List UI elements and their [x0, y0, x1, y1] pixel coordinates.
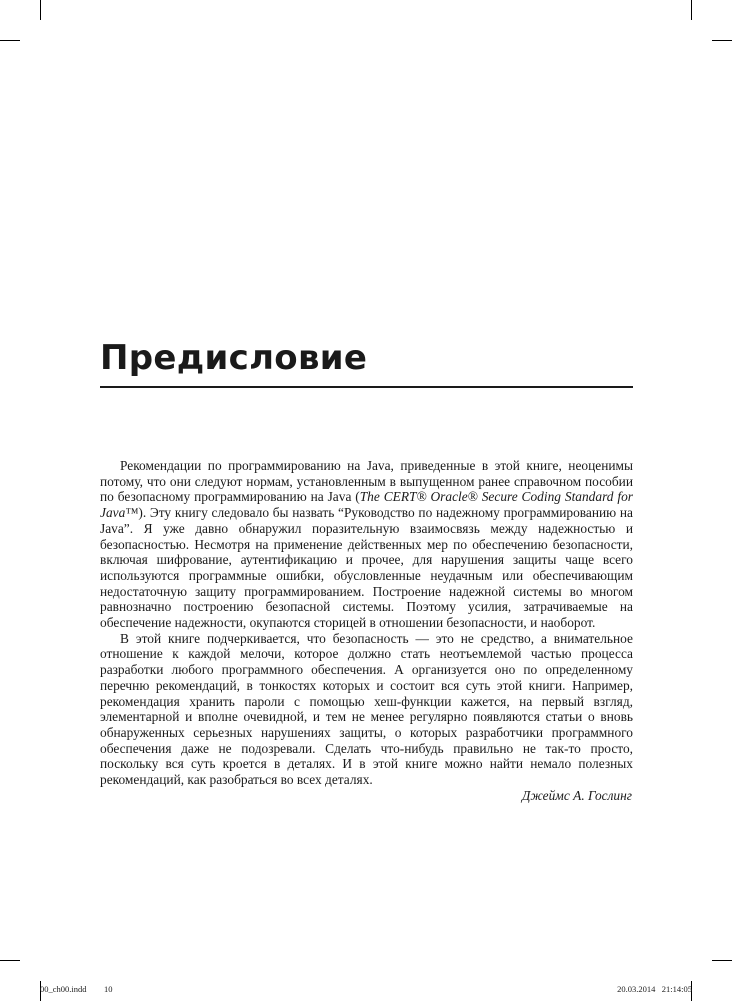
crop-mark-right-top — [712, 40, 732, 41]
crop-mark-top-left — [40, 0, 41, 20]
crop-mark-left-bottom — [0, 960, 20, 961]
paragraph: В этой книге подчеркивается, что безопасность — это не средство, а внимательное отношение к каждой мелочи, которое должно стать неотъемлемой частью процесса разработки любого программного обеспечения. А организуется оно по определенному перечню рекомендаций, в тонкостях которых и состоит вся суть этой книги. Например, рекомендация хранить пароли с помощью хеш-функции кажется, на первый взгляд, элементарной и вполне очевидной, и тем не менее регулярно появляются статьи о вновь обнаруженных серьезных нарушениях защиты, о которых разработчики программного обеспечения даже не подозревали. Сделать что-нибудь правильно не так-то просто, поскольку вся суть кроется в деталях. И в этой книге можно найти немало полезных рекомендаций, как разобраться во всех деталях. — [100, 630, 633, 788]
title-rule — [100, 386, 633, 388]
crop-mark-top-right — [691, 0, 692, 20]
slug-file: 00_ch00.indd — [40, 984, 87, 994]
signature: Джеймс А. Гослинг — [521, 787, 632, 803]
crop-mark-left-top — [0, 40, 20, 41]
slug-datetime: 20.03.2014 21:14:05 — [617, 984, 692, 994]
chapter-title: Предисловие — [100, 338, 368, 378]
preface-body — [100, 458, 633, 803]
slug-page: 10 — [104, 984, 113, 994]
paragraph: Рекомендации по программированию на Java, приведенные в этой книге, неоценимы потому, что они следуют нормам, установленным в выпущенном ранее справочном пособии по безопасному программированию на Java (The CERT® Oracle® Secure Coding Standard for Java™). Эту книгу следовало бы назвать “Руководство по надежному программированию на Java”. Я уже давно обнаружил поразительную взаимосвязь между надежностью и безопасностью. Несмотря на применение действенных мер по обеспечению безопасности, включая шифрование, аутентификацию и прочее, для нарушения защиты чаще всего используются программные ошибки, обусловленные неудачным или обеспечивающим недостаточную защиту программированием. Построение надежной системы во многом равнозначно построению безопасной системы. Поэтому усилия, затрачиваемые на обеспечение надежности, окупаются сторицей в отношении безопасности, и наоборот. — [100, 458, 633, 631]
crop-mark-right-bottom — [712, 960, 732, 961]
